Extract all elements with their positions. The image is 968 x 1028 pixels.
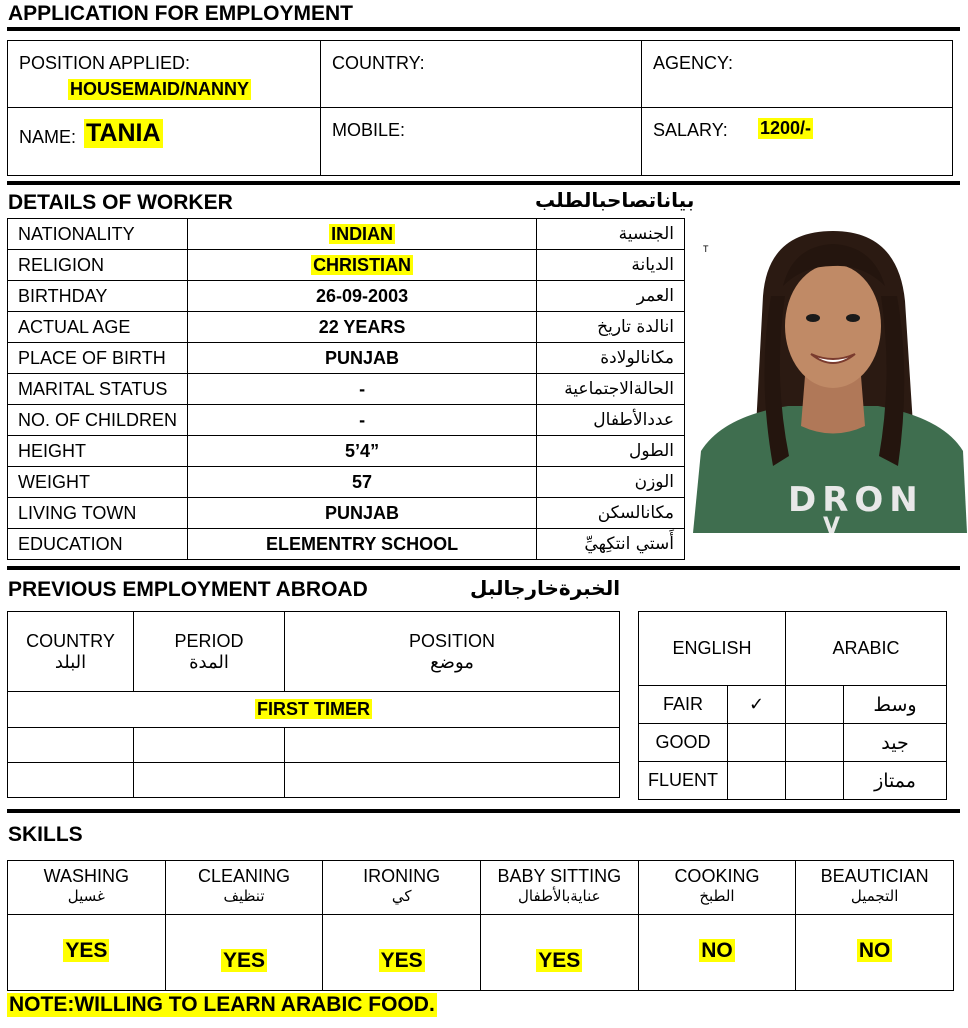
level-label: GOOD: [639, 724, 728, 762]
photo-mark: T: [703, 244, 709, 254]
skill-header: [796, 861, 954, 915]
skill-label: IRONING: [363, 866, 441, 886]
table-row: [8, 374, 685, 405]
skill-value: YES: [380, 949, 423, 972]
row-label-ar: الطول: [537, 436, 685, 467]
check-cell: [728, 762, 786, 800]
divider: [641, 41, 642, 175]
divider: [320, 41, 321, 175]
agency-label: AGENCY:: [653, 53, 734, 73]
col-country-ar: البلد: [54, 651, 87, 673]
title-rule: [7, 27, 960, 31]
portrait-illustration: [693, 226, 967, 533]
skill-value: NO: [701, 939, 733, 962]
name-value: TANIA: [86, 119, 161, 147]
row-label: HEIGHT: [8, 436, 188, 467]
position-value: HOUSEMAID/NANNY: [70, 79, 250, 99]
skill-label-ar: الطبخ: [699, 887, 735, 905]
col-position-label: POSITION: [408, 630, 495, 651]
english-header: ENGLISH: [639, 612, 786, 686]
table-row: [8, 312, 685, 343]
page-title: APPLICATION FOR EMPLOYMENT: [8, 2, 353, 25]
row-label-ar: الحالةالاجتماعية: [537, 374, 685, 405]
previous-title: PREVIOUS EMPLOYMENT ABROAD: [8, 578, 368, 601]
row-value: 26-09-2003: [188, 281, 537, 312]
skill-header: [638, 861, 796, 915]
skill-header: [323, 861, 481, 915]
table-row: [639, 762, 947, 800]
col-period-label: PERIOD: [174, 630, 244, 651]
skill-label-ar: غسيل: [67, 887, 105, 905]
section-rule: [7, 181, 960, 185]
skill-label-ar: كي: [391, 887, 412, 905]
row-label: ACTUAL AGE: [8, 312, 188, 343]
row-label-ar: انالدة تاريخ: [537, 312, 685, 343]
row-label: RELIGION: [8, 250, 188, 281]
col-period-ar: المدة: [189, 651, 229, 673]
level-label-ar: ممتاز: [844, 762, 947, 800]
check-cell: [728, 724, 786, 762]
row-label: EDUCATION: [8, 529, 188, 560]
row-value: PUNJAB: [188, 343, 537, 374]
skills-table: [7, 860, 954, 991]
level-label: FLUENT: [639, 762, 728, 800]
previous-employment-table: [7, 611, 620, 798]
empty-cell: [786, 686, 844, 724]
skill-value: NO: [858, 939, 891, 962]
check-icon: ✓: [728, 686, 786, 724]
country-label: COUNTRY:: [332, 53, 425, 73]
table-row: [8, 436, 685, 467]
previous-title-ar: الخبرةخارجالبل: [470, 576, 621, 600]
row-label-ar: مكانالولادة: [537, 343, 685, 374]
mobile-label: MOBILE:: [332, 120, 406, 140]
table-row: [639, 724, 947, 762]
note: NOTE:WILLING TO LEARN ARABIC FOOD.: [9, 993, 435, 1016]
row-label: PLACE OF BIRTH: [8, 343, 188, 374]
level-label-ar: وسط: [844, 686, 947, 724]
level-label: FAIR: [639, 686, 728, 724]
table-row: [8, 529, 685, 560]
skill-label: BABY SITTING: [497, 866, 622, 886]
table-row: [8, 405, 685, 436]
row-value: 57: [188, 467, 537, 498]
row-label: WEIGHT: [8, 467, 188, 498]
header-box: [7, 40, 953, 176]
col-country: [8, 612, 134, 692]
table-row: [8, 343, 685, 374]
first-timer: FIRST TIMER: [257, 699, 370, 719]
row-value: 5’4”: [188, 436, 537, 467]
row-value: PUNJAB: [188, 498, 537, 529]
section-rule: [7, 566, 960, 570]
table-row: [8, 467, 685, 498]
skill-label-ar: التجميل: [850, 887, 899, 905]
worker-details-table: [7, 218, 685, 560]
row-label: NO. OF CHILDREN: [8, 405, 188, 436]
empty-cell: [786, 762, 844, 800]
skill-label-ar: عنايةبالأطفال: [518, 887, 601, 905]
skill-label: CLEANING: [197, 866, 290, 886]
level-label-ar: جيد: [844, 724, 947, 762]
row-value: CHRISTIAN: [313, 254, 412, 275]
col-country-label: COUNTRY: [26, 630, 115, 651]
col-position-ar: موضع: [430, 651, 474, 673]
skill-header: [165, 861, 323, 915]
skill-header: [8, 861, 166, 915]
empty-cell: [786, 724, 844, 762]
table-row: [8, 763, 620, 798]
row-value: INDIAN: [331, 223, 394, 244]
table-row: [639, 612, 947, 686]
skill-value: YES: [222, 949, 265, 972]
language-table: [638, 611, 947, 800]
col-position: [285, 612, 620, 692]
row-label-ar: مكانالسكن: [537, 498, 685, 529]
row-label: NATIONALITY: [8, 219, 188, 250]
table-row: [639, 686, 947, 724]
shirt-text: DRON: [788, 480, 924, 520]
row-label-ar: العمر: [537, 281, 685, 312]
row-label-ar: عددالأطفال: [537, 405, 685, 436]
row-label: MARITAL STATUS: [8, 374, 188, 405]
row-label-ar: الديانة: [537, 250, 685, 281]
row-label-ar: الوزن: [537, 467, 685, 498]
arabic-header: ARABIC: [786, 612, 947, 686]
row-label: BIRTHDAY: [8, 281, 188, 312]
name-label: NAME:: [19, 127, 77, 147]
divider: [8, 107, 952, 108]
row-label-ar: الجنسية: [537, 219, 685, 250]
table-row: [8, 728, 620, 763]
skill-label: BEAUTICIAN: [820, 866, 929, 886]
details-title: DETAILS OF WORKER: [8, 191, 233, 214]
salary-label: SALARY:: [653, 120, 728, 140]
table-row: [8, 219, 685, 250]
salary-value: 1200/-: [760, 118, 812, 138]
skill-label: WASHING: [43, 866, 129, 886]
table-row: [8, 915, 954, 991]
row-value: ELEMENTRY SCHOOL: [188, 529, 537, 560]
skill-value: YES: [65, 939, 108, 962]
skill-label: COOKING: [674, 866, 760, 886]
section-rule: [7, 809, 960, 813]
details-title-ar: بياناتصاحبالطلب: [535, 188, 695, 212]
row-label-ar: أَستي انتكِهيِّ: [537, 529, 685, 560]
row-label: LIVING TOWN: [8, 498, 188, 529]
shirt-text-2: V: [823, 514, 841, 533]
skill-value: YES: [538, 949, 581, 972]
row-value: -: [188, 405, 537, 436]
col-period: [134, 612, 285, 692]
skills-title: SKILLS: [8, 823, 83, 846]
row-value: -: [188, 374, 537, 405]
applicant-photo: [693, 226, 967, 533]
skill-header: [480, 861, 638, 915]
table-row: [8, 861, 954, 915]
row-value: 22 YEARS: [188, 312, 537, 343]
table-row: [8, 281, 685, 312]
position-label: POSITION APPLIED:: [19, 53, 191, 73]
table-row: [8, 250, 685, 281]
skill-label-ar: تنظيف: [223, 887, 265, 905]
table-row: [8, 612, 620, 692]
table-row: [8, 498, 685, 529]
table-row: [8, 692, 620, 728]
